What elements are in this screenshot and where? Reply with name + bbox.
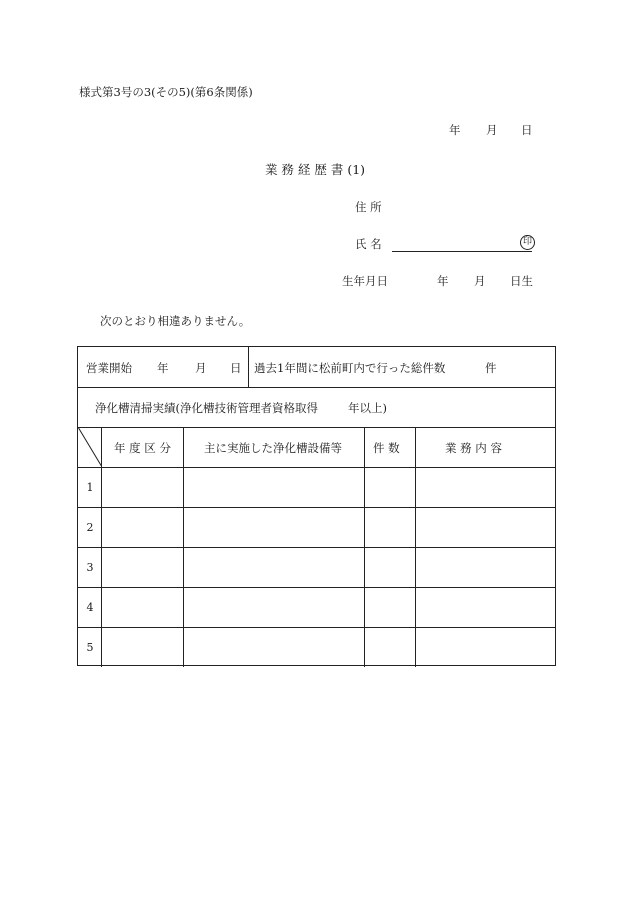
start-year-label: 年 — [157, 361, 169, 375]
table-rule — [78, 467, 555, 468]
row-number: 3 — [86, 561, 94, 574]
column-header-count: 件 数 — [373, 441, 400, 455]
table-rule — [78, 427, 555, 428]
row-number: 4 — [86, 601, 94, 614]
column-header-fiscal-year: 年 度 区 分 — [114, 441, 171, 455]
table-rule — [78, 507, 555, 508]
birth-label: 生年月日 — [342, 274, 388, 288]
record-label: 浄化槽清掃実績(浄化槽技術管理者資格取得 — [95, 401, 318, 415]
name-underline — [392, 251, 532, 252]
start-day-label: 日 — [230, 361, 242, 375]
column-header-work-content: 業 務 内 容 — [445, 441, 502, 455]
address-label: 住 所 — [355, 200, 382, 214]
corner-diagonal — [78, 427, 102, 467]
seal-mark: 印 — [520, 235, 535, 250]
row-number: 1 — [86, 481, 94, 494]
record-table — [77, 346, 556, 666]
document-title: 業 務 経 歴 書 (1) — [264, 162, 366, 177]
date-month-label: 月 — [486, 123, 498, 137]
date-year-label: 年 — [449, 123, 461, 137]
record-suffix: 年以上) — [348, 401, 387, 415]
birth-day-label: 日生 — [510, 274, 533, 288]
row-number: 5 — [86, 641, 94, 654]
start-month-label: 月 — [195, 361, 207, 375]
column-header-equipment: 主に実施した浄化槽設備等 — [204, 441, 342, 455]
table-divider — [248, 347, 249, 387]
table-rule — [78, 387, 555, 388]
table-rule — [78, 547, 555, 548]
date-day-label: 日 — [521, 123, 533, 137]
name-label: 氏 名 — [355, 237, 382, 251]
birth-month-label: 月 — [474, 274, 486, 288]
row-number: 2 — [86, 521, 94, 534]
table-rule — [78, 587, 555, 588]
past-year-unit: 件 — [485, 361, 497, 375]
declaration-text: 次のとおり相違ありません。 — [100, 314, 251, 328]
table-rule — [78, 627, 555, 628]
birth-year-label: 年 — [437, 274, 449, 288]
past-year-count-label: 過去1年間に松前町内で行った総件数 — [254, 361, 446, 375]
start-label: 営業開始 — [86, 361, 132, 375]
form-number: 様式第3号の3(その5)(第6条関係) — [79, 85, 253, 99]
